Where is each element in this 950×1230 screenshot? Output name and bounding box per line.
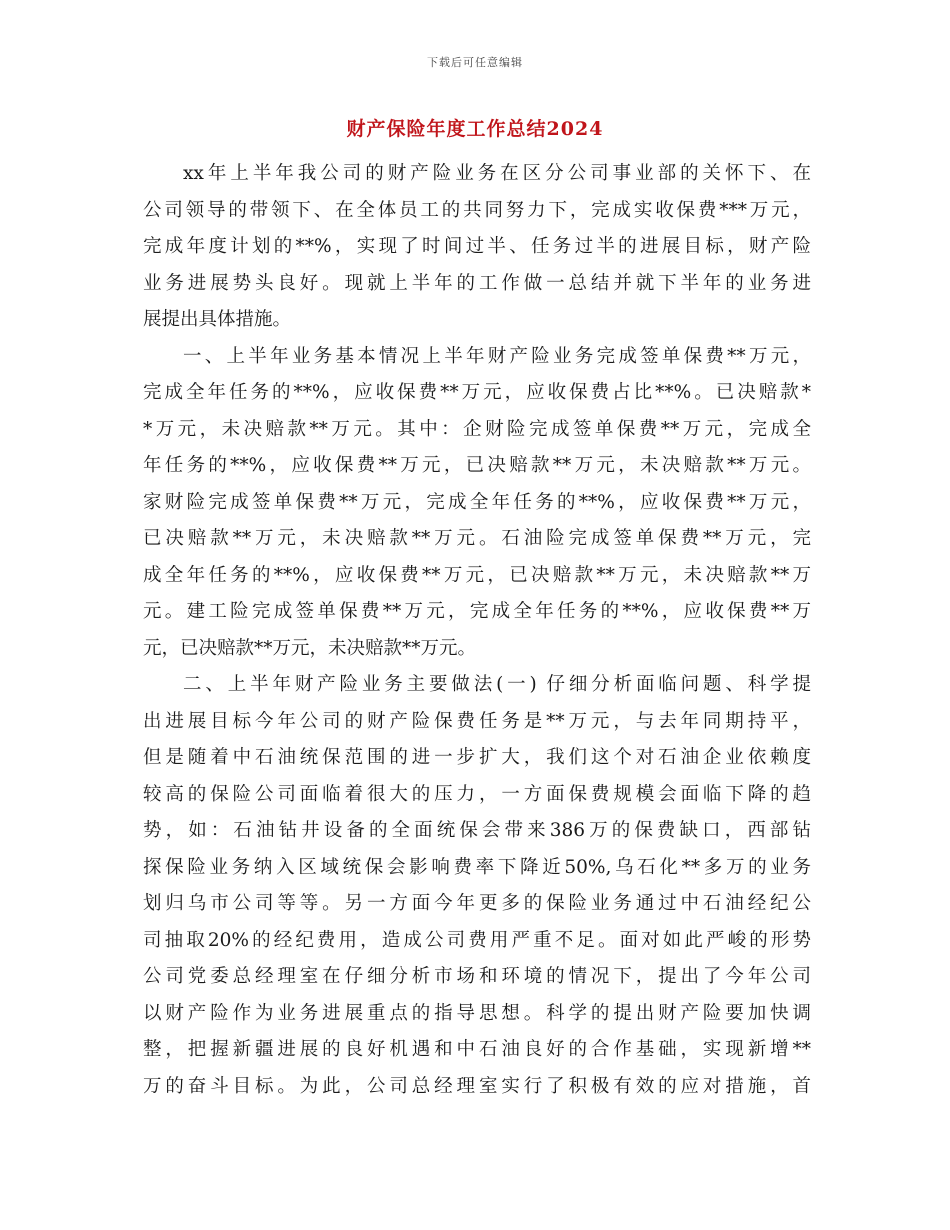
text-line: 势，如：石油钻井设备的全面统保会带来386万的保费缺口，西部钻 <box>143 820 811 841</box>
text-line: 完成全年任务的**%，应收保费**万元，应收保费占比**%。已决赔款* <box>143 382 811 403</box>
text-line: xx年上半年我公司的财产险业务在区分公司事业部的关怀下、在 <box>183 163 811 184</box>
text-line: 元，已决赔款**万元，未决赔款**万元。 <box>143 637 477 659</box>
text-line: 整，把握新疆进展的良好机遇和中石油良好的合作基础，实现新增** <box>143 1039 811 1060</box>
text-line: 业务进展势头良好。现就上半年的工作做一总结并就下半年的业务进 <box>143 272 811 294</box>
text-line: 较高的保险公司面临着很大的压力，一方面保费规模会面临下降的趋 <box>143 783 811 805</box>
text-line: 司抽取20%的经纪费用，造成公司费用严重不足。面对如此严峻的形势 <box>143 929 811 951</box>
text-line: 已决赔款**万元，未决赔款**万元。石油险完成签单保费**万元，完 <box>143 528 811 549</box>
text-line: 划归乌市公司等等。另一方面今年更多的保险业务通过中石油经纪公 <box>143 893 811 914</box>
text-line: 一、上半年业务基本情况上半年财产险业务完成签单保费**万元， <box>183 345 811 367</box>
text-line: 家财险完成签单保费**万元，完成全年任务的**%，应收保费**万元， <box>143 491 811 513</box>
text-line: *万元，未决赔款**万元。其中：企财险完成签单保费**万元，完成全 <box>143 418 811 440</box>
text-line: 完成年度计划的**%，实现了时间过半、任务过半的进展目标，财产险 <box>143 236 811 257</box>
document-body <box>143 156 811 1105</box>
text-line: 元。建工险完成签单保费**万元，完成全年任务的**%，应收保费**万 <box>143 601 811 622</box>
text-line: 探保险业务纳入区域统保会影响费率下降近50%,乌石化**多万的业务 <box>143 856 811 878</box>
paragraph-section-1 <box>143 339 811 668</box>
text-line: 但是随着中石油统保范围的进一步扩大，我们这个对石油企业依赖度 <box>143 747 811 768</box>
paragraph-section-2 <box>143 667 811 1105</box>
text-line: 公司党委总经理室在仔细分析市场和环境的情况下，提出了今年公司 <box>143 966 811 987</box>
document-title: 财产保险年度工作总结2024 <box>346 118 604 140</box>
text-line: 年任务的**%，应收保费**万元，已决赔款**万元，未决赔款**万元。 <box>143 455 811 476</box>
text-line: 出进展目标今年公司的财产险保费任务是**万元，与去年同期持平， <box>143 710 811 732</box>
text-line: 万的奋斗目标。为此，公司总经理室实行了积极有效的应对措施，首 <box>143 1075 811 1097</box>
text-line: 展提出具体措施。 <box>143 309 292 330</box>
header-note: 下载后可任意编辑 <box>427 56 523 69</box>
text-line: 以财产险作为业务进展重点的指导思想。科学的提出财产险要加快调 <box>143 1002 811 1024</box>
text-line: 二、上半年财产险业务主要做法(一) 仔细分析面临问题、科学提 <box>183 674 811 695</box>
text-line: 成全年任务的**%，应收保费**万元，已决赔款**万元，未决赔款**万 <box>143 564 811 586</box>
text-line: 公司领导的带领下、在全体员工的共同努力下，完成实收保费***万元， <box>143 199 811 221</box>
paragraph-intro <box>143 156 811 339</box>
